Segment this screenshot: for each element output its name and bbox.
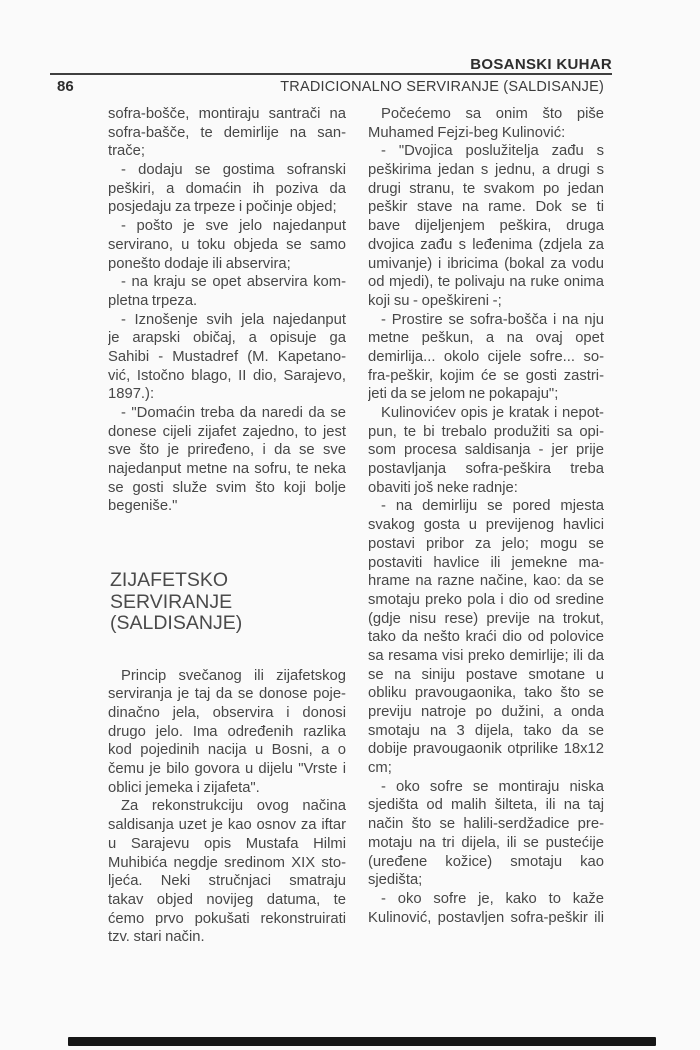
page-number: 86 [57,78,74,95]
text-line: tzv. stari način. [108,929,205,946]
text-line: ćemo prvo pokušati rekonstruirati [108,910,346,927]
text-line: obliku pravougaonika, tako što se [368,685,604,702]
text-line: smotaju preko pola i dio od sredine [368,591,604,608]
text-line: SERVIRANJE [110,591,233,613]
text-line: motaju na tri dijela, ili se pustećije [368,834,604,851]
text-line: Počećemo sa onim što piše [381,106,604,122]
text-line: obaviti još neke radnje: [368,479,518,496]
text-line: Za rekonstrukciju ovog načina [121,798,346,815]
book-title: BOSANSKI KUHAR [470,56,612,73]
text-line: saldisanja uzet je kao osnov za iftar [108,817,346,834]
text-line: je arapski običaj, a opisuje ga [108,330,346,347]
text-line: u Sarajevu opis Mustafa Hilmi [108,835,346,852]
paragraph [108,667,346,798]
text-line: donese cijeli zijafet zajedno, to jest [108,423,346,440]
text-line: kod pojedinih nacija u Bosni, a o [108,742,346,759]
paragraph [368,142,604,310]
paragraph [368,890,604,927]
paragraph [368,497,604,777]
text-line: bave dijeljenjem peškira, druga [368,218,604,235]
text-line: demirlija... okolo cijele sofre... so- [368,348,604,365]
text-line: som procesa saldisanja - jer prije [368,442,604,459]
text-line: Sahibi - Mustadref (M. Kapetano- [108,348,346,365]
text-line: (gdje nisu rese) previje na trokut, [368,610,604,627]
chapter-title: TRADICIONALNO SERVIRANJE (SALDISANJE) [280,79,604,95]
text-line: sjedišta od malih šilteta, ili na taj [368,797,604,814]
text-line: se na siniju postave smotane u [368,666,604,683]
text-line: umivanje) i ibricima (bokal za vodu [368,255,604,272]
text-line: drugi stranu, te svakom po jedan [368,180,604,197]
text-line: sa resama visi preko demirlije; ili da [368,647,604,664]
text-line: vić, Istočno blago, II dio, Sarajevo, [108,367,346,384]
text-line: smotaju na 3 dijela, tako da se [368,722,604,739]
text-line: postavljanja sofra-peškira treba [368,461,604,478]
text-line: - na kraju se opet abservira kom- [121,274,346,291]
text-line: dinačno jela, observira i donosi [108,705,346,721]
text-line: (SALDISANJE) [110,613,243,635]
text-line: - Prostire se sofra-bošča i na nju [381,311,604,328]
text-line: pletna trpeza. [108,292,198,309]
text-line: - oko sofre se montiraju niska [381,778,604,795]
text-line: - Iznošenje svih jela najedanput [121,311,346,328]
text-line: postaviti havlice ili jemekne ma- [368,554,604,571]
text-line: - dodaju se gostima sofranski [121,162,346,179]
paragraph [108,217,346,273]
text-line: - oko sofre je, kako to kaže [381,890,604,907]
text-line: ponešto dodaje ili abservira; [108,255,291,272]
paragraph [108,273,346,310]
paragraph [108,161,346,217]
text-line: dvojica zađu s leđenima (zdjela za [368,236,604,253]
text-line: Muhamed Fejzi-beg Kulinović: [368,124,566,141]
text-line: oblici jemeka i zijafeta". [108,779,260,796]
text-line: svakog gosta u previjenog havlici [368,517,604,534]
text-line: - na demirliju se pored mjesta [381,498,604,515]
text-line: jeti da se jelom ne pokapaju"; [368,386,559,403]
text-line: drugo jelo. Ima određenih razlika [108,723,346,740]
text-line: sve što je priređeno, i da se sve [108,442,346,459]
paragraph [108,404,346,516]
text-line: previju natroje po dužini, a onda [368,704,604,720]
right-text-column [368,105,604,927]
paragraph [368,404,604,497]
text-line: postavi pribor za jelo; mogu se [368,535,604,552]
text-line: trače; [108,143,146,160]
paragraph [368,105,604,142]
text-line: metne peškun, a na ovaj opet [368,330,604,347]
text-line: peškirima jedan s jednu, a drugi s [368,162,604,179]
text-line: posjedaju za trpeze i počinje objed; [108,199,337,216]
scan-artifact-bar [68,1037,656,1046]
text-line: - "Domaćin treba da naredi da se [121,405,346,421]
text-line: najedanput metne na sofru, te neka [108,461,346,478]
text-line: pun, te bi trebalo produžiti sa opi- [368,423,604,440]
text-line: - "Dvojica poslužitelja zađu s [381,143,604,160]
section-heading [110,570,346,635]
text-line: Princip svečanog ili zijafetskog [121,667,346,684]
text-line: ljeća. Neki stručnjaci smatraju [108,873,346,890]
header-rule [50,73,612,75]
text-line: - pošto je sve jelo najedanput [121,218,346,235]
text-line: Muhibića negdje sredinom XIX sto- [108,854,346,871]
paragraph [368,311,604,404]
text-line: peškir stave na rame. Dok se ti [368,199,604,216]
left-text-column [108,105,346,947]
text-line: hrame na razne načine, kao: da se [368,573,604,590]
text-line: sjedišta; [368,872,423,889]
text-line: čemu je bilo govora u dijelu "Vrste i [108,761,346,778]
text-line: begeniše." [108,498,178,515]
text-line: serviranja je taj da se donose poje- [108,686,346,703]
text-line: dobije pravougaonik otprilike 18x12 [368,741,604,758]
paragraph [368,778,604,890]
paragraph [108,105,346,161]
text-line: (uređene kožice) smotaju kao [368,853,604,870]
paragraph [108,311,346,404]
text-line: peškiri, a domaćin ih poziva da [108,180,346,197]
text-line: od mjedi), te polivaju na ruke onima [368,274,604,291]
text-line: se gosti služe svim što koji bolje [108,479,346,496]
text-line: sofra-bašče, te demirlije na san- [108,124,346,141]
text-line: Kulinović, postavljen sofra-peškir ili [368,909,604,926]
text-line: način što se halili-serdžadice pre- [368,816,604,833]
text-line: ZIJAFETSKO [110,570,229,592]
paragraph [108,797,346,947]
text-line: takav objed novijeg datuma, te [108,891,346,908]
text-line: koji su - opeškireni -; [368,292,502,309]
text-line: sofra-bošče, montiraju santrači na [108,106,346,122]
text-line: 1897.): [108,386,155,403]
text-line: tako da nešto kraći dio od polovice [368,629,604,646]
text-line: Kulinovićev opis je kratak i nepot- [381,405,604,421]
text-line: servirano, u toku objeda se samo [108,236,346,253]
text-line: fra-peškir, kojim će se gosti zastri- [368,367,604,384]
text-line: cm; [368,760,392,777]
